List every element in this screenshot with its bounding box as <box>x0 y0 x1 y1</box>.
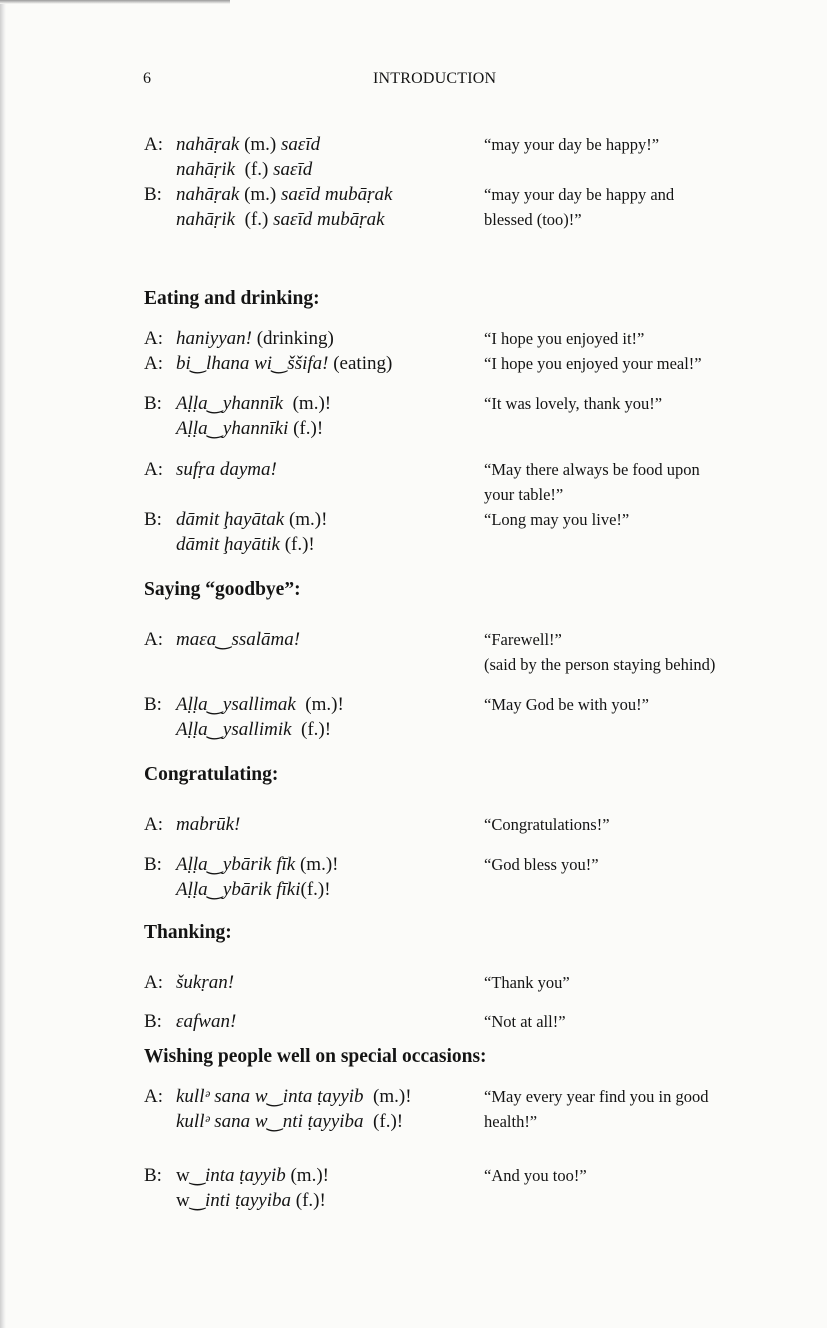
page-header <box>0 70 827 90</box>
arabic-text: maɛa‿ssalāma! <box>176 629 301 650</box>
arabic-text: sufṛa dayma! <box>176 459 277 480</box>
translation: “may your day be happy and <box>484 185 675 204</box>
arabic-text: ɛafwan! <box>176 1011 237 1032</box>
phrase <box>176 717 331 742</box>
gender-note: (f.)! <box>300 879 331 900</box>
speaker-label: A: <box>144 353 163 374</box>
gender-note: (m.) <box>244 184 277 205</box>
phrase <box>176 157 312 182</box>
usage-note: (eating) <box>333 353 393 374</box>
gender-note: (m.)! <box>305 694 344 715</box>
arabic-text: mabrūk! <box>176 814 241 835</box>
gender-note: (f.)! <box>293 418 324 439</box>
speaker-label: B: <box>144 184 162 205</box>
gender-note: (f.)! <box>284 534 315 555</box>
arabic-text: šukṛan! <box>176 972 235 993</box>
speaker-label: A: <box>144 1086 163 1107</box>
gender-note: (m.) <box>244 134 277 155</box>
plain-text: w‿ <box>176 1165 205 1186</box>
arabic-text: Aḷḷa‿ysallimik <box>176 719 292 740</box>
phrase <box>176 627 300 652</box>
phrase-row <box>144 457 754 482</box>
arabic-text: saɛīd <box>281 134 321 155</box>
arabic-text: nahāṛak <box>176 184 240 205</box>
translation: “Farewell!” <box>484 630 562 649</box>
translation: “I hope you enjoyed your meal!” <box>484 354 702 373</box>
phrase <box>176 532 315 557</box>
phrase-row <box>144 877 754 902</box>
translation: “Thank you” <box>484 973 570 992</box>
phrase-row <box>144 207 754 232</box>
phrase <box>176 1188 326 1213</box>
speaker-label: B: <box>144 1011 162 1032</box>
arabic-text: bi‿lhana wi‿ššifa! <box>176 353 329 374</box>
arabic-text: saɛīd <box>273 159 313 180</box>
speaker-label: A: <box>144 459 163 480</box>
speaker-label: A: <box>144 629 163 650</box>
speaker-label: B: <box>144 1165 162 1186</box>
speaker-label: B: <box>144 393 162 414</box>
arabic-text: nahāṛik <box>176 159 236 180</box>
translation: your table!” <box>484 485 564 504</box>
running-head: INTRODUCTION <box>373 70 497 87</box>
phrase-row <box>144 1109 754 1134</box>
phrase <box>176 182 392 207</box>
phrase-row <box>144 416 754 441</box>
translation: “may your day be happy!” <box>484 135 660 154</box>
arabic-text: inta ṭayyib <box>205 1165 286 1186</box>
translation: “May God be with you!” <box>484 695 649 714</box>
phrase <box>176 1009 236 1034</box>
arabic-text: nahāṛik <box>176 209 236 230</box>
phrase <box>176 457 277 482</box>
phrase <box>176 852 338 877</box>
phrase <box>176 391 331 416</box>
translation: health!” <box>484 1112 538 1131</box>
section-heading-goodbye: Saying “goodbye”: <box>144 579 301 600</box>
usage-note: (drinking) <box>256 328 334 349</box>
phrase-row <box>144 1163 754 1188</box>
gender-note: (f.)! <box>295 1190 326 1211</box>
translation-note: (said by the person staying behind) <box>484 655 716 674</box>
speaker-label: A: <box>144 972 163 993</box>
phrase-row <box>144 391 754 416</box>
arabic-text: dāmit ḩayātak <box>176 509 285 530</box>
phrase <box>176 1084 412 1109</box>
speaker-label: A: <box>144 328 163 349</box>
gender-note: (m.)! <box>292 393 332 414</box>
phrase <box>176 1109 403 1134</box>
arabic-text: kullᵊ sana w‿inta ṭayyib <box>176 1086 364 1107</box>
phrase-row <box>144 852 754 877</box>
phrase-row <box>144 532 754 557</box>
phrase-row <box>144 507 754 532</box>
phrase-row <box>144 717 754 742</box>
translation: “Congratulations!” <box>484 815 610 834</box>
arabic-text: haniyyan! <box>176 328 252 349</box>
phrase-row <box>144 351 754 376</box>
arabic-text: dāmit ḩayātik <box>176 534 280 555</box>
translation: “God bless you!” <box>484 855 599 874</box>
translation: “May there always be food upon <box>484 460 700 479</box>
phrase <box>176 416 323 441</box>
speaker-label: B: <box>144 694 162 715</box>
speaker-label: B: <box>144 854 162 875</box>
phrase <box>176 507 327 532</box>
phrase-row <box>144 1009 754 1034</box>
gender-note: (f.) <box>244 209 269 230</box>
translation: “May every year find you in good <box>484 1087 709 1106</box>
arabic-text: saɛīd mubāṛak <box>273 209 385 230</box>
arabic-text: inti ṭayyiba <box>205 1190 292 1211</box>
section-heading-congratulating: Congratulating: <box>144 764 279 785</box>
gender-note: (m.)! <box>299 854 339 875</box>
gender-note: (m.)! <box>373 1086 412 1107</box>
gender-note: (m.)! <box>288 509 328 530</box>
phrase-row <box>144 132 754 157</box>
phrase-row <box>144 326 754 351</box>
translation: “I hope you enjoyed it!” <box>484 329 645 348</box>
arabic-text: Aḷḷa‿ysallimak <box>176 694 296 715</box>
translation: “Not at all!” <box>484 1012 566 1031</box>
section-heading-thanking: Thanking: <box>144 922 232 943</box>
arabic-text: Aḷḷa‿ybārik fīk <box>176 854 296 875</box>
section-heading-eating: Eating and drinking: <box>144 288 320 309</box>
page-edge-shadow <box>0 0 6 1328</box>
arabic-text: kullᵊ sana w‿nti ṭayyiba <box>176 1111 364 1132</box>
top-edge-shadow <box>0 0 230 4</box>
speaker-label: B: <box>144 509 162 530</box>
arabic-text: Aḷḷa‿ybārik fīki <box>176 879 301 900</box>
gender-note: (m.)! <box>290 1165 329 1186</box>
arabic-text: Aḷḷa‿yhannīk <box>176 393 284 414</box>
phrase-row <box>144 482 754 507</box>
arabic-text: saɛīd mubāṛak <box>281 184 393 205</box>
arabic-text: Aḷḷa‿yhannīki <box>176 418 289 439</box>
phrase <box>176 351 392 376</box>
phrase <box>176 1163 329 1188</box>
gender-note: (f.)! <box>301 719 332 740</box>
phrase-list <box>144 132 754 1213</box>
phrase <box>176 326 334 351</box>
translation: “It was lovely, thank you!” <box>484 394 663 413</box>
phrase <box>176 207 385 232</box>
gender-note: (f.) <box>244 159 269 180</box>
section-heading-occasions: Wishing people well on special occasions: <box>144 1046 487 1067</box>
phrase-row <box>144 812 754 837</box>
phrase-row <box>144 1084 754 1109</box>
translation: “And you too!” <box>484 1166 587 1185</box>
translation: blessed (too)!” <box>484 210 582 229</box>
speaker-label: A: <box>144 814 163 835</box>
phrase-row <box>144 157 754 182</box>
gender-note: (f.)! <box>373 1111 404 1132</box>
phrase <box>176 877 331 902</box>
phrase-row <box>144 627 754 652</box>
plain-text: w‿ <box>176 1190 205 1211</box>
phrase-row <box>144 692 754 717</box>
phrase-row <box>144 1188 754 1213</box>
phrase <box>176 970 234 995</box>
phrase <box>176 812 240 837</box>
phrase <box>176 132 320 157</box>
page-number: 6 <box>143 70 151 87</box>
speaker-label: A: <box>144 134 163 155</box>
arabic-text: nahāṛak <box>176 134 240 155</box>
phrase-row <box>144 652 754 677</box>
translation: “Long may you live!” <box>484 510 630 529</box>
phrase-row <box>144 182 754 207</box>
phrase-row <box>144 970 754 995</box>
phrase <box>176 692 344 717</box>
